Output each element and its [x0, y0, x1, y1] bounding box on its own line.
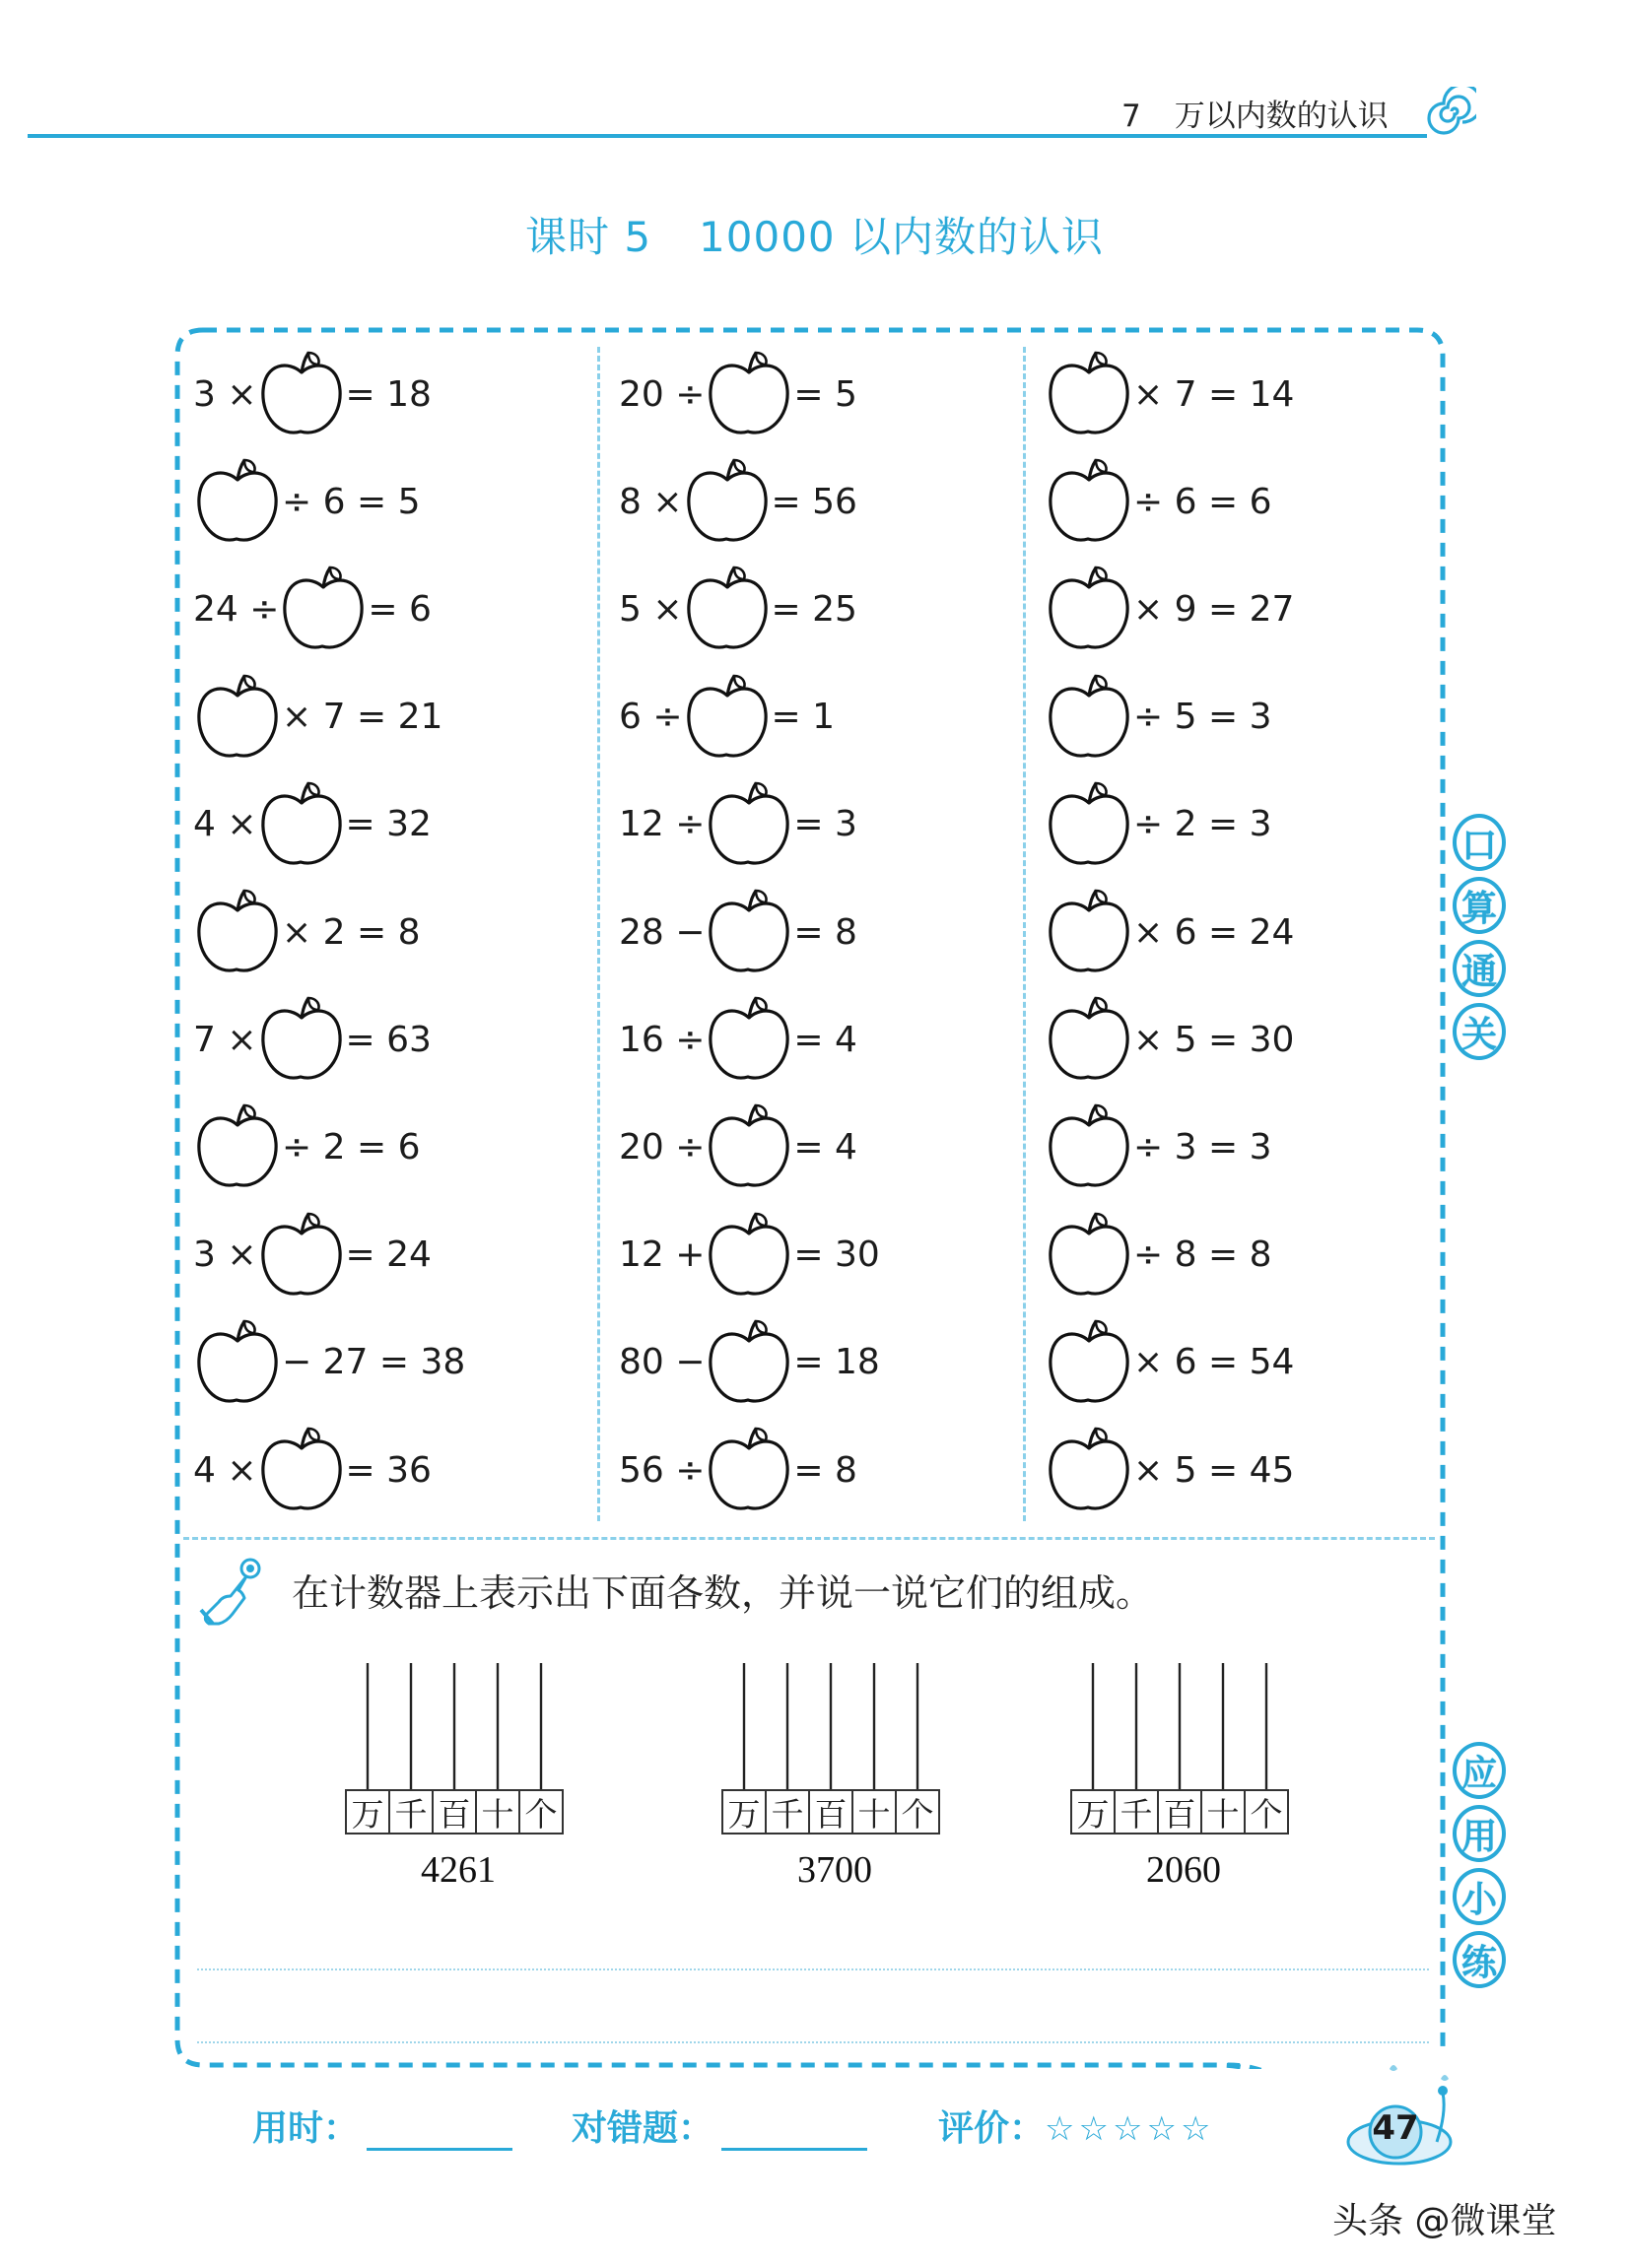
- place-value-labels: [1070, 1789, 1289, 1834]
- lesson-label: 课时 5: [524, 213, 652, 261]
- apple-blank-icon[interactable]: [195, 1100, 280, 1194]
- apple-blank-icon[interactable]: [195, 454, 280, 549]
- equation-left: 3 ×: [193, 1234, 257, 1276]
- equation: [193, 454, 420, 549]
- apple-blank-icon[interactable]: [707, 1208, 791, 1302]
- abacus-number: 3700: [797, 1849, 872, 1891]
- side-char: 应: [1453, 1742, 1506, 1799]
- equation-right: = 6: [368, 588, 432, 630]
- time-label: 用时：: [252, 2108, 360, 2149]
- place-label: 百: [810, 1791, 853, 1833]
- answer-line-1[interactable]: [197, 1968, 1429, 1970]
- place-label: 百: [434, 1791, 477, 1833]
- equation-left: 3 ×: [193, 373, 257, 415]
- equation: [619, 1208, 880, 1302]
- chapter-heading: [1121, 91, 1389, 135]
- equation: [619, 1100, 857, 1194]
- equation-right: × 5 = 30: [1133, 1019, 1295, 1060]
- apple-blank-icon[interactable]: [259, 1208, 344, 1302]
- equation-right: × 6 = 24: [1133, 911, 1295, 953]
- place-label: 千: [1116, 1791, 1159, 1833]
- apple-blank-icon[interactable]: [707, 347, 791, 441]
- chapter-number: 7: [1121, 99, 1141, 134]
- apple-blank-icon[interactable]: [685, 454, 770, 549]
- side-char: 口: [1453, 814, 1506, 871]
- errors-blank[interactable]: [721, 2118, 867, 2151]
- equation-left: 80 −: [619, 1342, 706, 1383]
- equation-left: 4 ×: [193, 804, 257, 845]
- column-divider-1: [597, 347, 600, 1521]
- equation-right: = 30: [793, 1234, 880, 1276]
- apple-blank-icon[interactable]: [1047, 454, 1131, 549]
- side-tab-mental-math: [1453, 814, 1510, 1066]
- apple-blank-icon[interactable]: [707, 1315, 791, 1410]
- equation-right: = 24: [345, 1234, 432, 1276]
- apple-blank-icon[interactable]: [685, 670, 770, 765]
- equation-left: 24 ÷: [193, 588, 280, 630]
- place-label: 个: [524, 1794, 558, 1834]
- apple-blank-icon[interactable]: [1047, 1208, 1131, 1302]
- apple-blank-icon[interactable]: [707, 777, 791, 872]
- pointing-hand-icon: [193, 1553, 272, 1632]
- equation: [619, 1423, 857, 1517]
- apple-blank-icon[interactable]: [707, 1423, 791, 1517]
- apple-blank-icon[interactable]: [1047, 562, 1131, 656]
- equation: [1045, 885, 1294, 979]
- place-label: 万: [1072, 1791, 1116, 1833]
- equation-right: × 5 = 45: [1133, 1449, 1295, 1491]
- equation-right: = 18: [793, 1342, 880, 1383]
- rating-label: 评价：: [938, 2108, 1046, 2149]
- equation-right: ÷ 6 = 5: [282, 481, 421, 522]
- equation: [1045, 1208, 1271, 1302]
- apple-blank-icon[interactable]: [685, 562, 770, 656]
- equation: [193, 1315, 465, 1410]
- apple-blank-icon[interactable]: [707, 992, 791, 1087]
- equation: [193, 992, 432, 1087]
- equation-left: 20 ÷: [619, 1126, 706, 1167]
- abacus-counter[interactable]: [721, 1661, 948, 1891]
- apple-blank-icon[interactable]: [259, 992, 344, 1087]
- side-char: 通: [1453, 940, 1506, 997]
- equation-right: ÷ 8 = 8: [1133, 1234, 1272, 1276]
- equation: [1045, 454, 1271, 549]
- equation-right: = 1: [771, 697, 836, 738]
- abacus-number: 2060: [1146, 1849, 1221, 1891]
- time-blank[interactable]: [367, 2118, 512, 2151]
- place-label: 个: [1250, 1794, 1283, 1834]
- equation: [193, 347, 432, 441]
- place-label: 百: [1159, 1791, 1202, 1833]
- equation-right: × 7 = 14: [1133, 373, 1295, 415]
- equation-left: 20 ÷: [619, 373, 706, 415]
- answer-line-2[interactable]: [197, 2041, 1429, 2043]
- place-value-labels: [721, 1789, 940, 1834]
- place-label: 千: [767, 1791, 810, 1833]
- equation: [619, 777, 857, 872]
- apple-blank-icon[interactable]: [1047, 1423, 1131, 1517]
- errors-field: [572, 2101, 867, 2151]
- place-label: 十: [1202, 1791, 1246, 1833]
- column-divider-2: [1023, 347, 1026, 1521]
- place-label: 千: [390, 1791, 434, 1833]
- equation: [1045, 992, 1294, 1087]
- errors-label: 对错题：: [572, 2108, 714, 2149]
- apple-blank-icon[interactable]: [195, 1315, 280, 1410]
- equation-left: 56 ÷: [619, 1449, 706, 1491]
- equation-left: 28 −: [619, 911, 706, 953]
- equation-right: = 63: [345, 1019, 432, 1060]
- equation: [193, 1208, 432, 1302]
- equation: [1045, 1423, 1294, 1517]
- equation-right: = 4: [793, 1019, 857, 1060]
- abacus-number: 4261: [421, 1849, 496, 1891]
- equation-left: 8 ×: [619, 481, 683, 522]
- equation: [1045, 777, 1271, 872]
- place-value-labels: [345, 1789, 564, 1834]
- equation-right: = 8: [793, 1449, 857, 1491]
- equation: [619, 562, 857, 656]
- equation-right: ÷ 6 = 6: [1133, 481, 1272, 522]
- apple-blank-icon[interactable]: [1047, 1100, 1131, 1194]
- equation: [1045, 670, 1271, 765]
- equation-left: 16 ÷: [619, 1019, 706, 1060]
- equation-right: = 25: [771, 588, 857, 630]
- equation: [619, 885, 857, 979]
- place-label: 个: [901, 1794, 934, 1834]
- equation-right: × 9 = 27: [1133, 588, 1295, 630]
- apple-blank-icon[interactable]: [195, 670, 280, 765]
- equation-right: ÷ 2 = 3: [1133, 804, 1272, 845]
- apple-blank-icon[interactable]: [707, 885, 791, 979]
- equation: [1045, 1100, 1271, 1194]
- section-divider: [183, 1537, 1435, 1540]
- equation: [619, 670, 835, 765]
- lesson-title: [0, 205, 1629, 264]
- equation-right: = 5: [793, 373, 857, 415]
- side-tab-application: [1453, 1742, 1510, 1994]
- apple-blank-icon[interactable]: [259, 347, 344, 441]
- apple-blank-icon[interactable]: [1047, 885, 1131, 979]
- abacus-counter[interactable]: [1070, 1661, 1297, 1891]
- equation: [619, 347, 857, 441]
- header-rule: [28, 134, 1427, 138]
- equation-right: ÷ 3 = 3: [1133, 1126, 1272, 1167]
- side-char: 用: [1453, 1805, 1506, 1862]
- equation: [193, 670, 442, 765]
- apple-blank-icon[interactable]: [1047, 670, 1131, 765]
- equation-right: = 56: [771, 481, 857, 522]
- equation-right: ÷ 2 = 6: [282, 1126, 421, 1167]
- equation-right: × 7 = 21: [282, 697, 443, 738]
- equation: [193, 885, 420, 979]
- apple-blank-icon[interactable]: [1047, 1315, 1131, 1410]
- equation-right: = 32: [345, 804, 432, 845]
- equation: [619, 992, 857, 1087]
- apple-blank-icon[interactable]: [281, 562, 366, 656]
- page-number: 47: [1372, 2108, 1419, 2148]
- equation-right: × 2 = 8: [282, 911, 421, 953]
- apple-blank-icon[interactable]: [259, 777, 344, 872]
- place-label: 万: [723, 1791, 767, 1833]
- equation: [1045, 1315, 1294, 1410]
- equation-left: 6 ÷: [619, 697, 683, 738]
- equation-right: = 3: [793, 804, 857, 845]
- side-char: 练: [1453, 1931, 1506, 1988]
- rating-stars[interactable]: ☆☆☆☆☆: [1045, 2109, 1215, 2149]
- side-char: 关: [1453, 1003, 1506, 1060]
- application-instruction: 在计数器上表示出下面各数，并说一说它们的组成。: [292, 1571, 1154, 1615]
- equation-right: = 4: [793, 1126, 857, 1167]
- side-char: 算: [1453, 877, 1506, 934]
- equation: [193, 1423, 432, 1517]
- equation-right: − 27 = 38: [282, 1342, 466, 1383]
- equation-right: = 8: [793, 911, 857, 953]
- side-char: 小: [1453, 1868, 1506, 1925]
- spiral-icon: [1427, 87, 1476, 136]
- place-label: 万: [347, 1791, 390, 1833]
- apple-blank-icon[interactable]: [195, 885, 280, 979]
- lesson-name: 10000 以内数的认识: [699, 213, 1105, 261]
- abacus-counter[interactable]: [345, 1661, 572, 1891]
- equation-left: 12 +: [619, 1234, 706, 1276]
- equation: [193, 777, 432, 872]
- equation-right: = 18: [345, 373, 432, 415]
- equation-left: 5 ×: [619, 588, 683, 630]
- equation-right: ÷ 5 = 3: [1133, 697, 1272, 738]
- equation: [619, 454, 857, 549]
- time-field: [252, 2101, 512, 2151]
- place-label: 十: [477, 1791, 520, 1833]
- watermark: 头条 @微课堂: [1332, 2201, 1557, 2241]
- apple-blank-icon[interactable]: [1047, 777, 1131, 872]
- equation-right: = 36: [345, 1449, 432, 1491]
- equation: [1045, 562, 1294, 656]
- apple-blank-icon[interactable]: [259, 1423, 344, 1517]
- place-label: 十: [853, 1791, 897, 1833]
- equation: [1045, 347, 1294, 441]
- equation-right: × 6 = 54: [1133, 1342, 1295, 1383]
- equation-left: 4 ×: [193, 1449, 257, 1491]
- apple-blank-icon[interactable]: [707, 1100, 791, 1194]
- equation-left: 12 ÷: [619, 804, 706, 845]
- chapter-title: 万以内数的认识: [1174, 99, 1389, 134]
- apple-blank-icon[interactable]: [1047, 992, 1131, 1087]
- rating-field: [938, 2101, 1214, 2151]
- equation: [193, 1100, 420, 1194]
- equation: [193, 562, 432, 656]
- equation: [619, 1315, 880, 1410]
- equation-left: 7 ×: [193, 1019, 257, 1060]
- apple-blank-icon[interactable]: [1047, 347, 1131, 441]
